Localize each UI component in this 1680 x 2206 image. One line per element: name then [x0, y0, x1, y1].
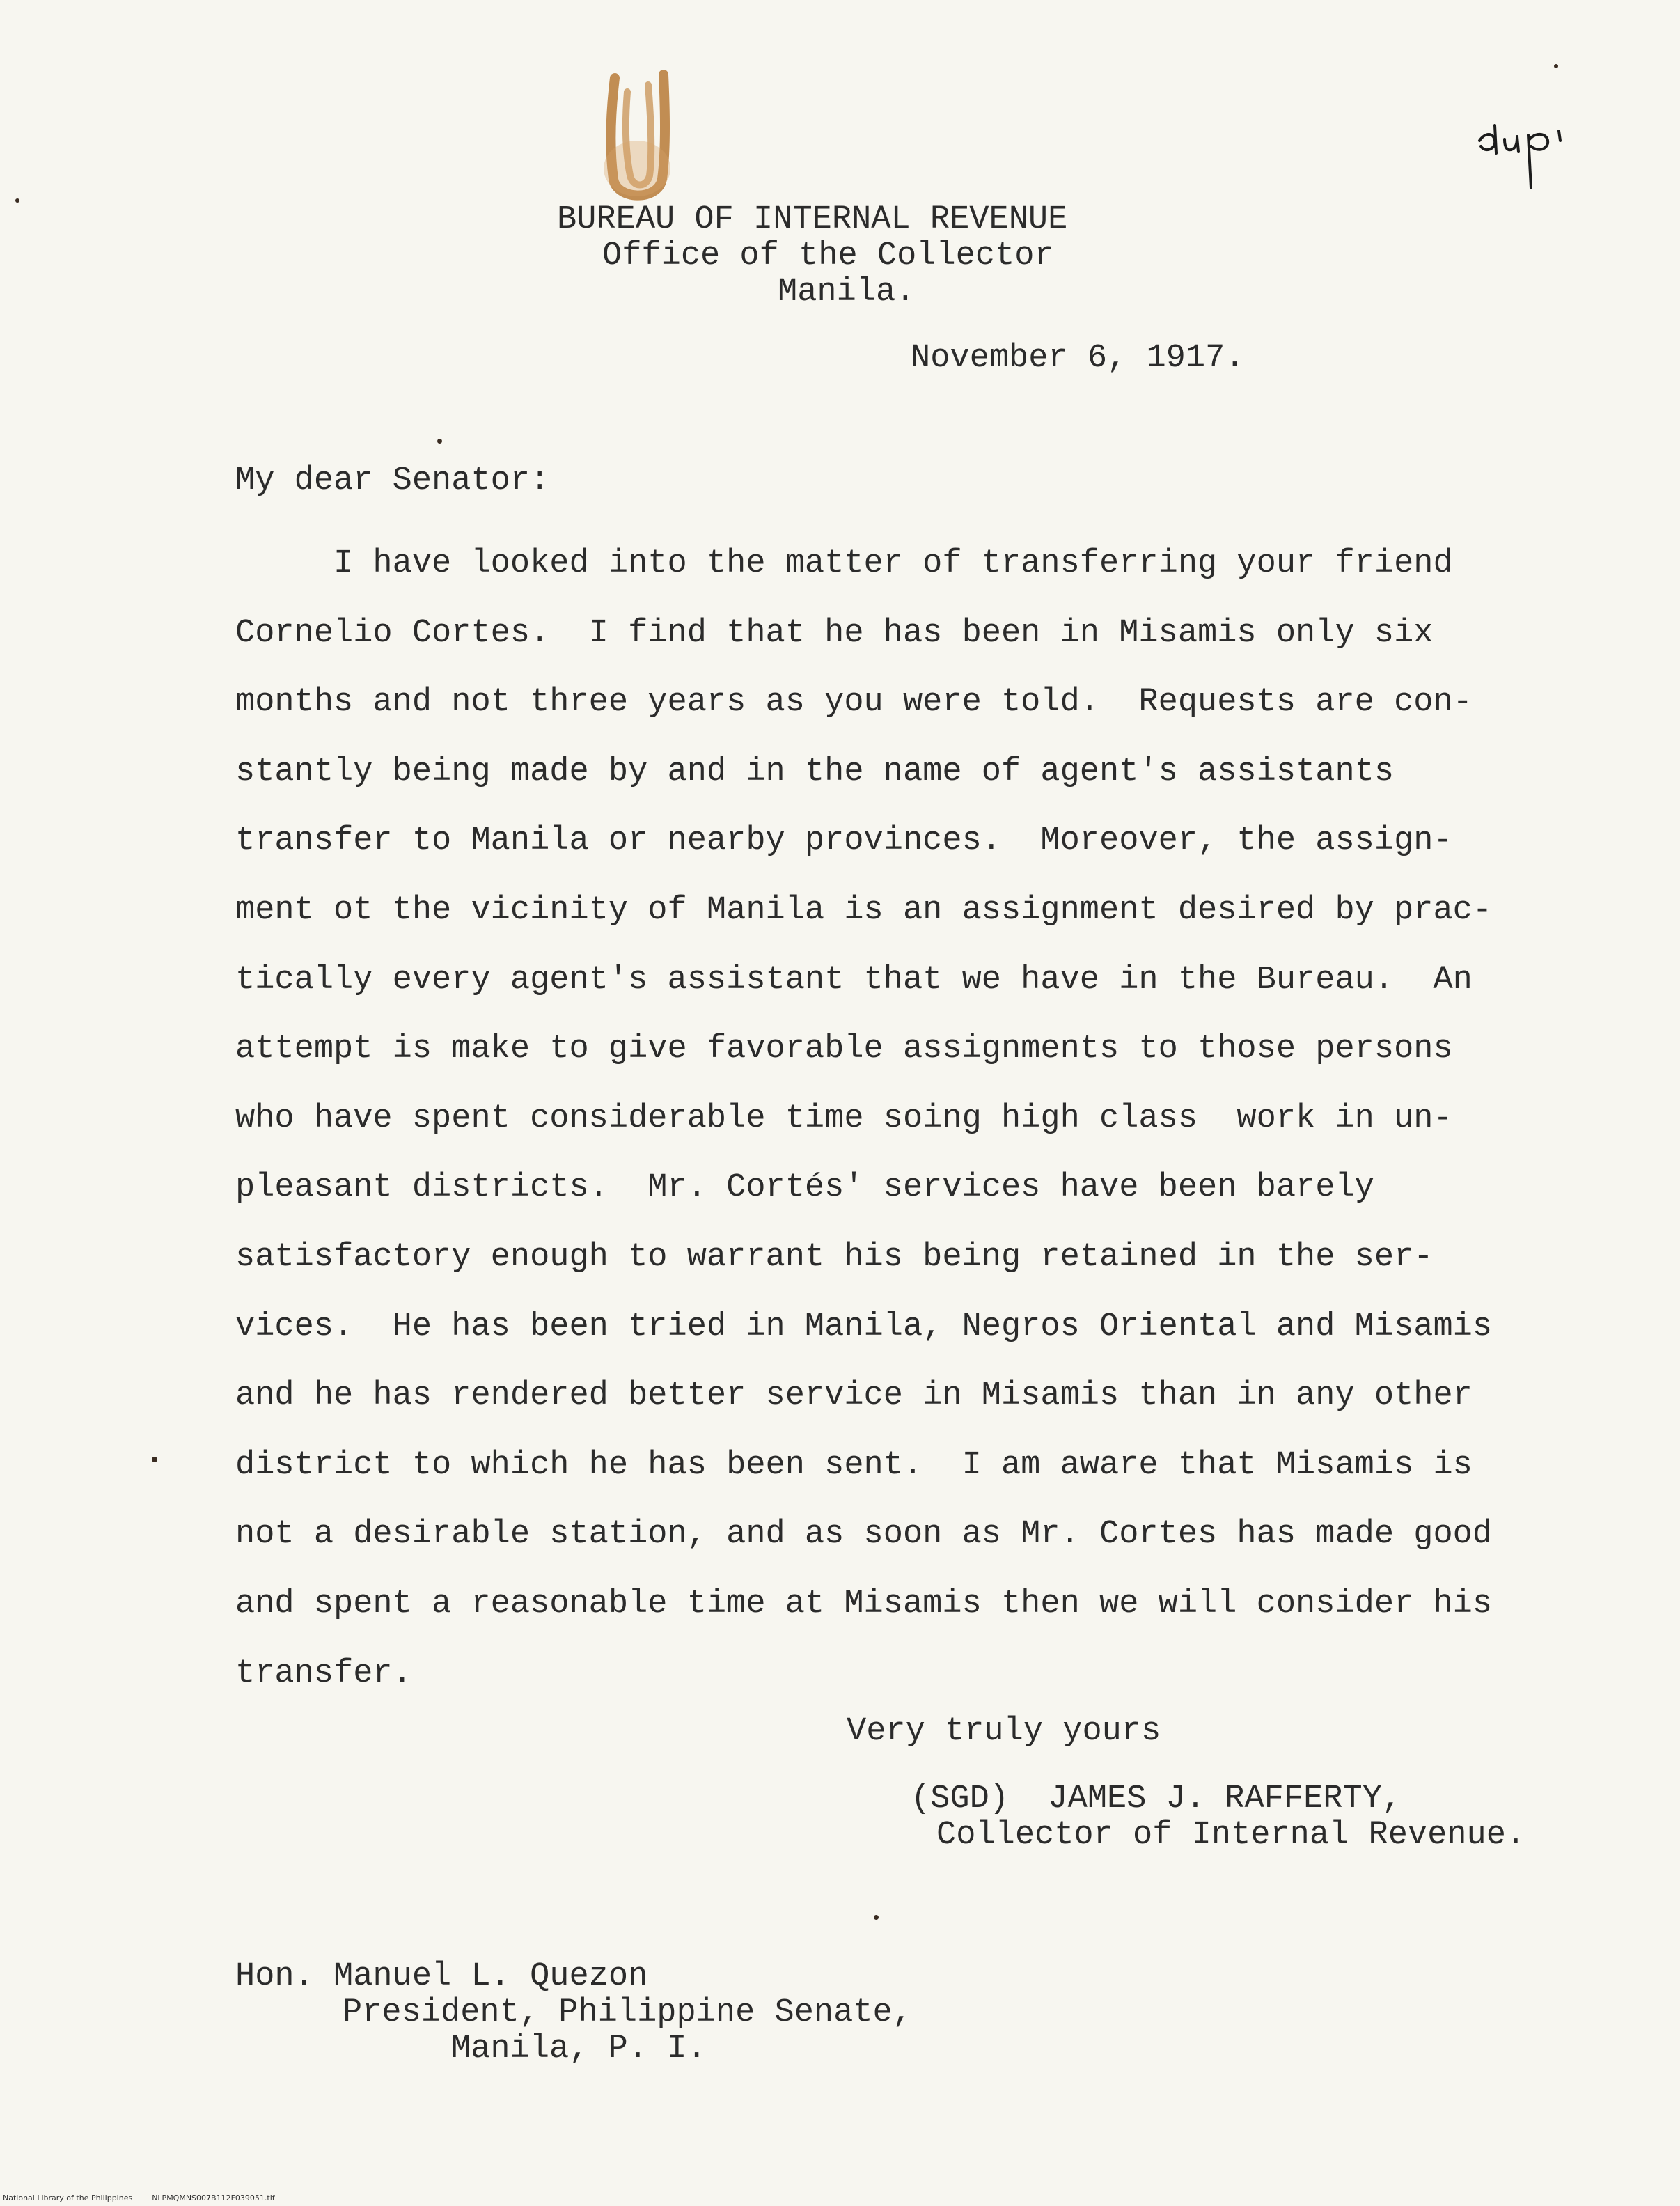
ink-speck — [1554, 64, 1558, 68]
letterhead-bureau: BUREAU OF INTERNAL REVENUE — [557, 201, 1068, 238]
signature-title: Collector of Internal Revenue. — [936, 1817, 1526, 1854]
archive-footer — [3, 2193, 275, 2203]
letter-date: November 6, 1917. — [911, 340, 1245, 377]
salutation: My dear Senator: — [235, 462, 550, 499]
letterhead-office: Office of the Collector — [602, 237, 1054, 274]
ink-speck — [874, 1915, 879, 1920]
body-line: and he has rendered better service in Misamis than in any other — [235, 1377, 1473, 1415]
body-line: transfer to Manila or nearby provinces. Moreover, the assign- — [235, 822, 1453, 860]
body-line: I have looked into the matter of transferring your friend — [235, 545, 1453, 582]
ink-speck — [437, 439, 442, 444]
body-line: pleasant districts. Mr. Cortés' services have been barely — [235, 1169, 1374, 1207]
footer-library: National Library of the Philippines — [3, 2193, 133, 2203]
body-line: who have spent considerable time soing high class work in un- — [235, 1100, 1453, 1137]
footer-filename: NLPMQMNS007B112F039051.tif — [152, 2193, 275, 2203]
addressee-position: President, Philippine Senate, — [343, 1994, 912, 2031]
body-line: and spent a reasonable time at Misamis then we will consider his — [235, 1585, 1493, 1622]
closing: Very truly yours — [847, 1713, 1161, 1750]
signature-name: (SGD) JAMES J. RAFFERTY, — [911, 1781, 1402, 1817]
addressee-name: Hon. Manuel L. Quezon — [235, 1958, 648, 1995]
body-line: vices. He has been tried in Manila, Negros Oriental and Misamis — [235, 1308, 1493, 1345]
handwritten-dup-note — [1473, 104, 1584, 202]
letter-body — [235, 529, 1649, 1708]
body-line: attempt is make to give favorable assignments to those persons — [235, 1031, 1453, 1068]
addressee-city: Manila, P. I. — [451, 2031, 707, 2067]
body-line: district to which he has been sent. I am aware that Misamis is — [235, 1446, 1473, 1484]
ink-speck — [152, 1457, 157, 1462]
letterhead-city: Manila. — [778, 274, 916, 311]
body-line: not a desirable station, and as soon as Mr. Cortes has made good — [235, 1516, 1493, 1554]
body-line: transfer. — [235, 1654, 412, 1692]
ink-speck — [15, 198, 19, 203]
body-line: tically every agent's assistant that we have in the Bureau. An — [235, 961, 1473, 999]
paperclip-stain-mark — [595, 64, 679, 207]
body-line: stantly being made by and in the name of agent's assistants — [235, 753, 1395, 790]
body-line: months and not three years as you were told. Requests are con- — [235, 684, 1473, 721]
body-line: ment ot the vicinity of Manila is an assignment desired by prac- — [235, 891, 1493, 929]
body-line: satisfactory enough to warrant his being retained in the ser- — [235, 1238, 1434, 1276]
body-line: Cornelio Cortes. I find that he has been in Misamis only six — [235, 614, 1434, 652]
